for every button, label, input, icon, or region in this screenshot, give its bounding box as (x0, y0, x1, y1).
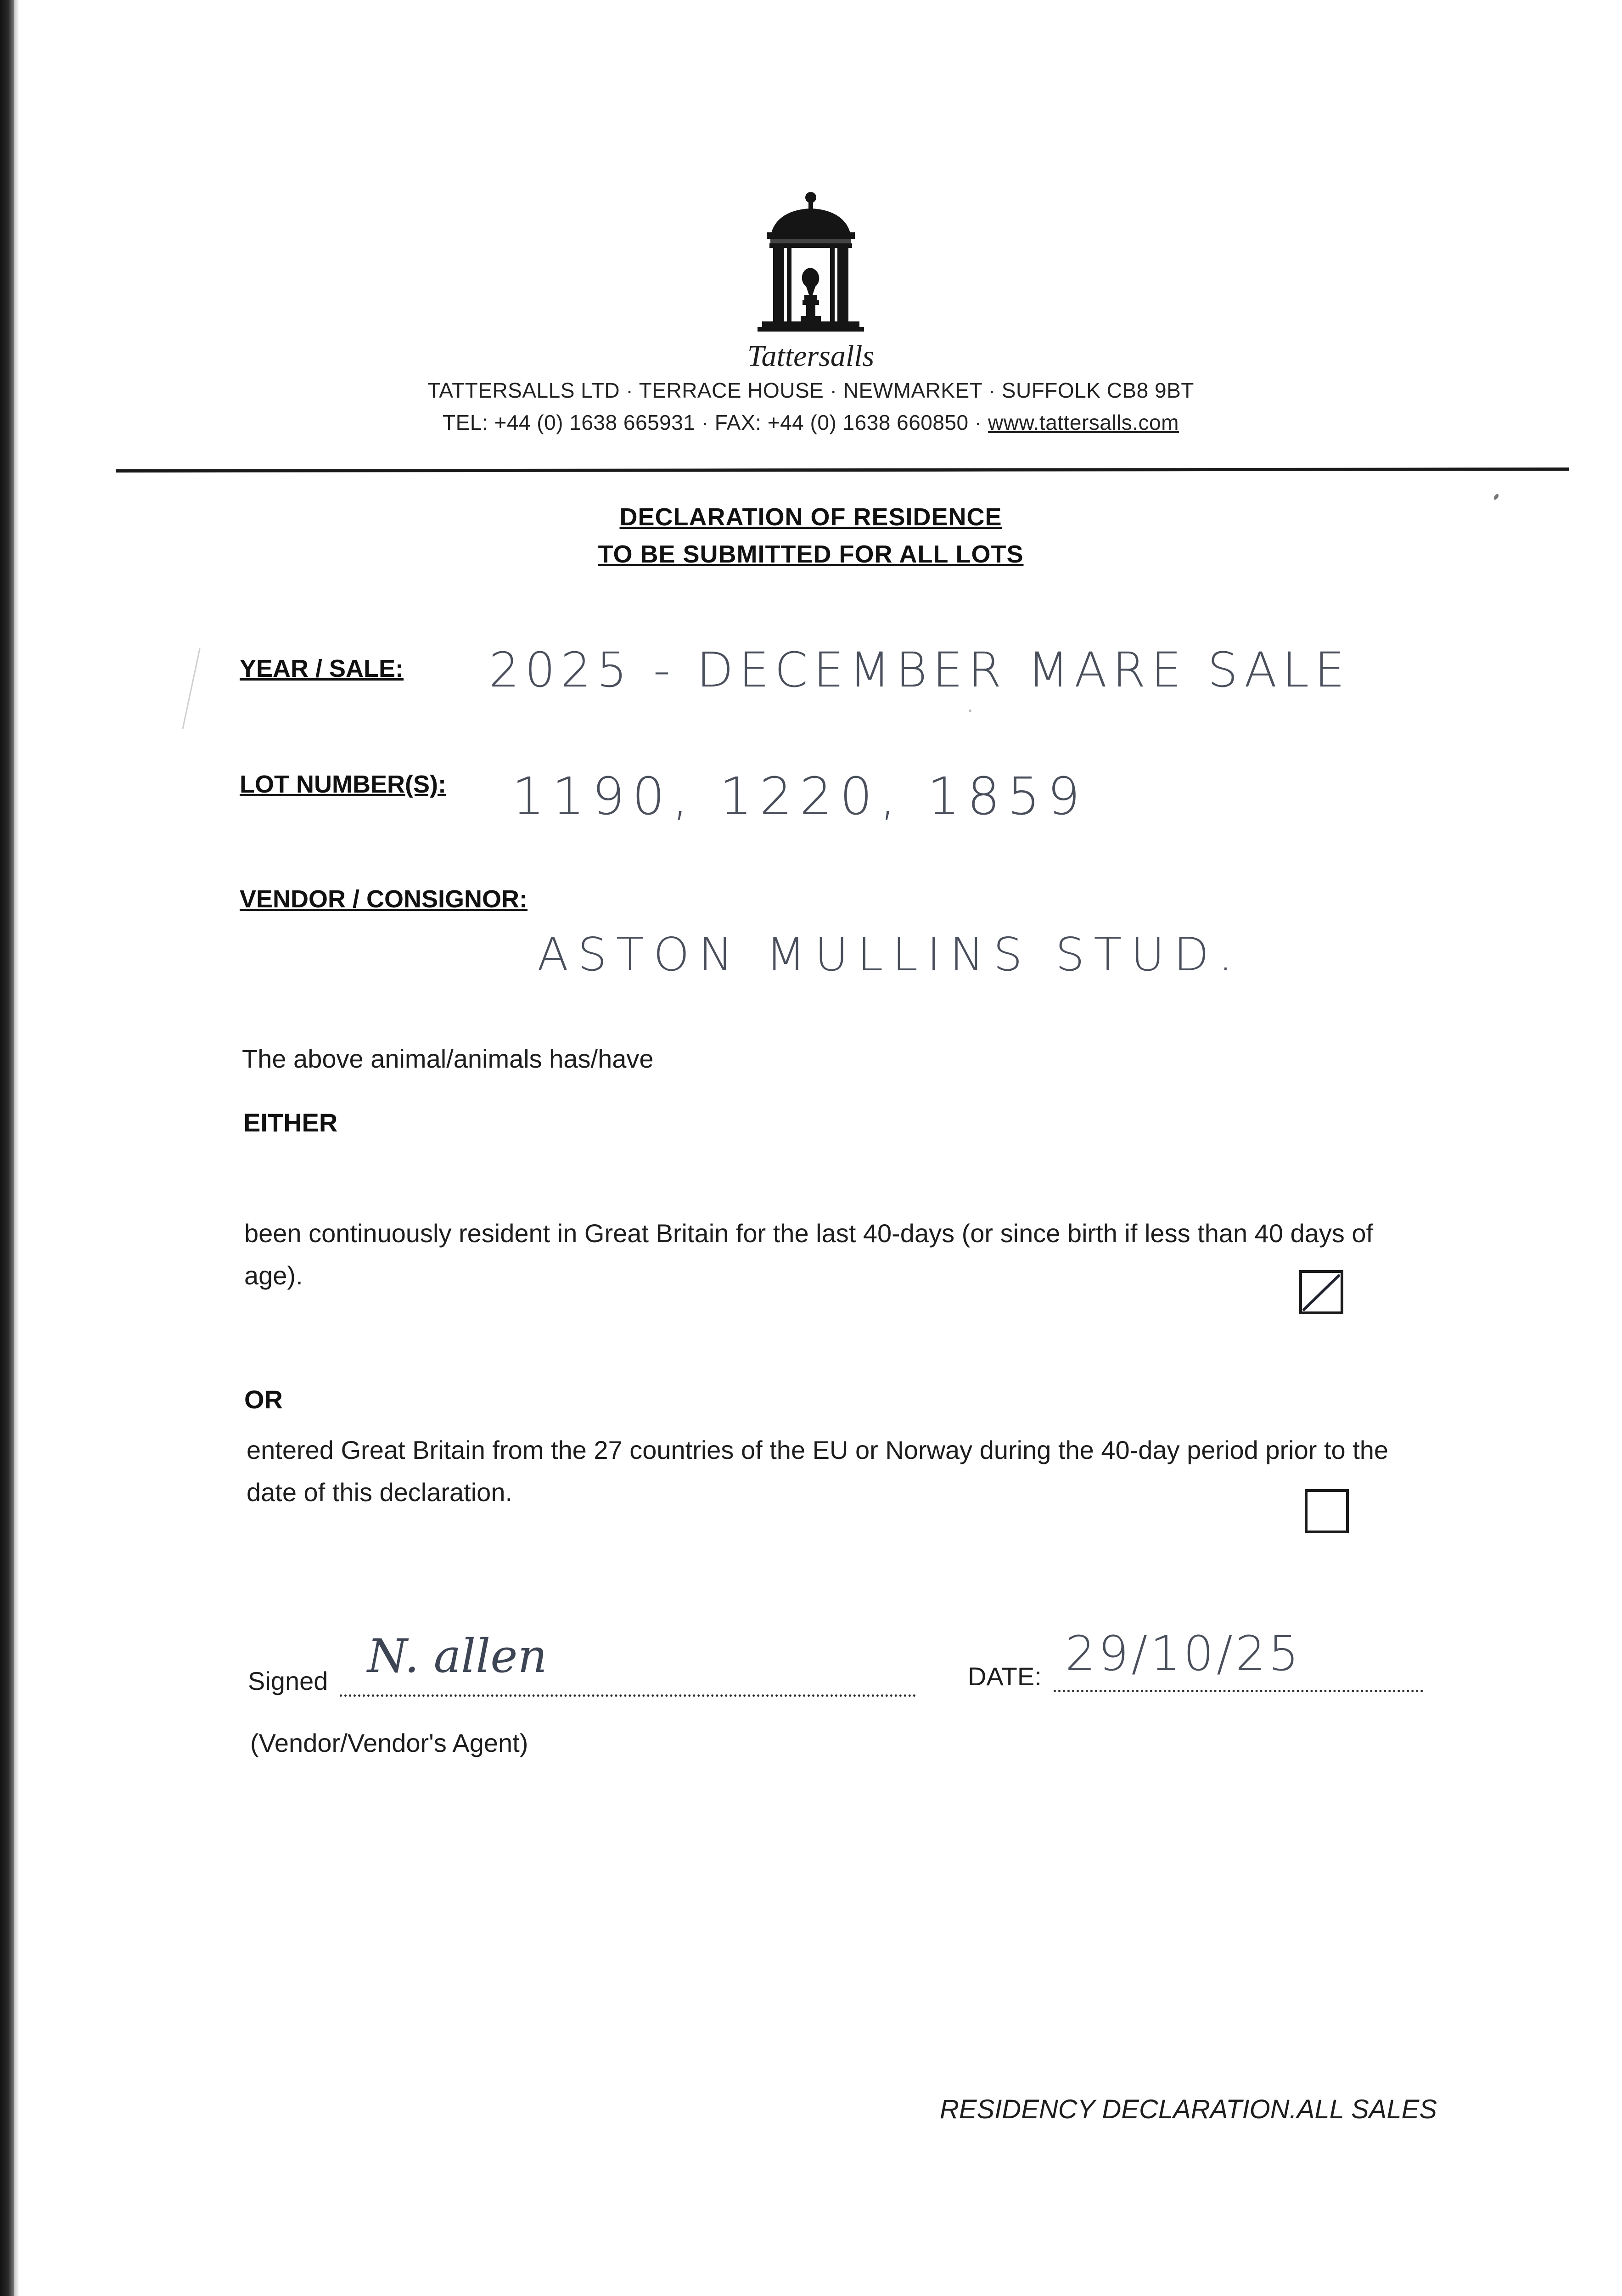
option-eu-entry-checkbox[interactable] (1305, 1489, 1349, 1533)
signed-label: Signed (248, 1666, 328, 1695)
website-link[interactable]: www.tattersalls.com (988, 411, 1179, 434)
vendor-consignor-label: VENDOR / CONSIGNOR: (240, 885, 528, 913)
company-address: TATTERSALLS LTD · TERRACE HOUSE · NEWMARKET · SUFFOLK CB8 9BT (427, 378, 1194, 402)
signature-value[interactable]: N. allen (367, 1629, 547, 1683)
either-label: EITHER (243, 1108, 338, 1137)
year-sale-label: YEAR / SALE: (240, 655, 404, 682)
header-divider (116, 467, 1569, 473)
date-value[interactable]: 29/10/25 (1065, 1626, 1302, 1682)
lot-numbers-label: LOT NUMBER(S): (240, 771, 446, 798)
option-continuous-residence-text: been continuously resident in Great Britain for the last 40-days (or since birth if less than 40 days of age). (244, 1219, 1374, 1290)
or-label: OR (244, 1385, 283, 1414)
date-line (1054, 1690, 1423, 1692)
statement-intro: The above animal/animals has/have (242, 1044, 654, 1073)
date-label: DATE: (968, 1662, 1042, 1691)
scan-edge-shadow (0, 0, 14, 2296)
lot-numbers-value[interactable]: 1190, 1220, 1859 (512, 767, 1088, 827)
scan-edge-gradient (14, 0, 19, 2296)
checkmark-icon (1302, 1273, 1341, 1311)
scan-speck (969, 709, 971, 712)
vendor-agent-note: (Vendor/Vendor's Agent) (250, 1728, 528, 1757)
tattersalls-logo-icon (742, 188, 880, 344)
signature-line (340, 1694, 916, 1697)
option-eu-entry-text: entered Great Britain from the 27 countries of the EU or Norway during the 40-day period prior to the date of this declaration. (247, 1435, 1389, 1507)
form-footer-name: RESIDENCY DECLARATION.ALL SALES (939, 2094, 1437, 2124)
rotunda-icon (742, 188, 880, 344)
scan-mark (182, 648, 200, 730)
document-subtitle: TO BE SUBMITTED FOR ALL LOTS (598, 540, 1024, 568)
scan-speck (1493, 493, 1500, 501)
option-continuous-residence-checkbox[interactable] (1299, 1270, 1343, 1314)
brand-name: Tattersalls (747, 339, 875, 373)
contact-numbers: TEL: +44 (0) 1638 665931 · FAX: +44 (0) 1638 660850 · (443, 411, 988, 434)
year-sale-value[interactable]: 2025 - DECEMBER MARE SALE (489, 642, 1350, 698)
company-contact (352, 410, 1270, 435)
vendor-consignor-value[interactable]: ASTON MULLINS STUD. (537, 928, 1242, 981)
document-title: DECLARATION OF RESIDENCE (619, 503, 1002, 531)
